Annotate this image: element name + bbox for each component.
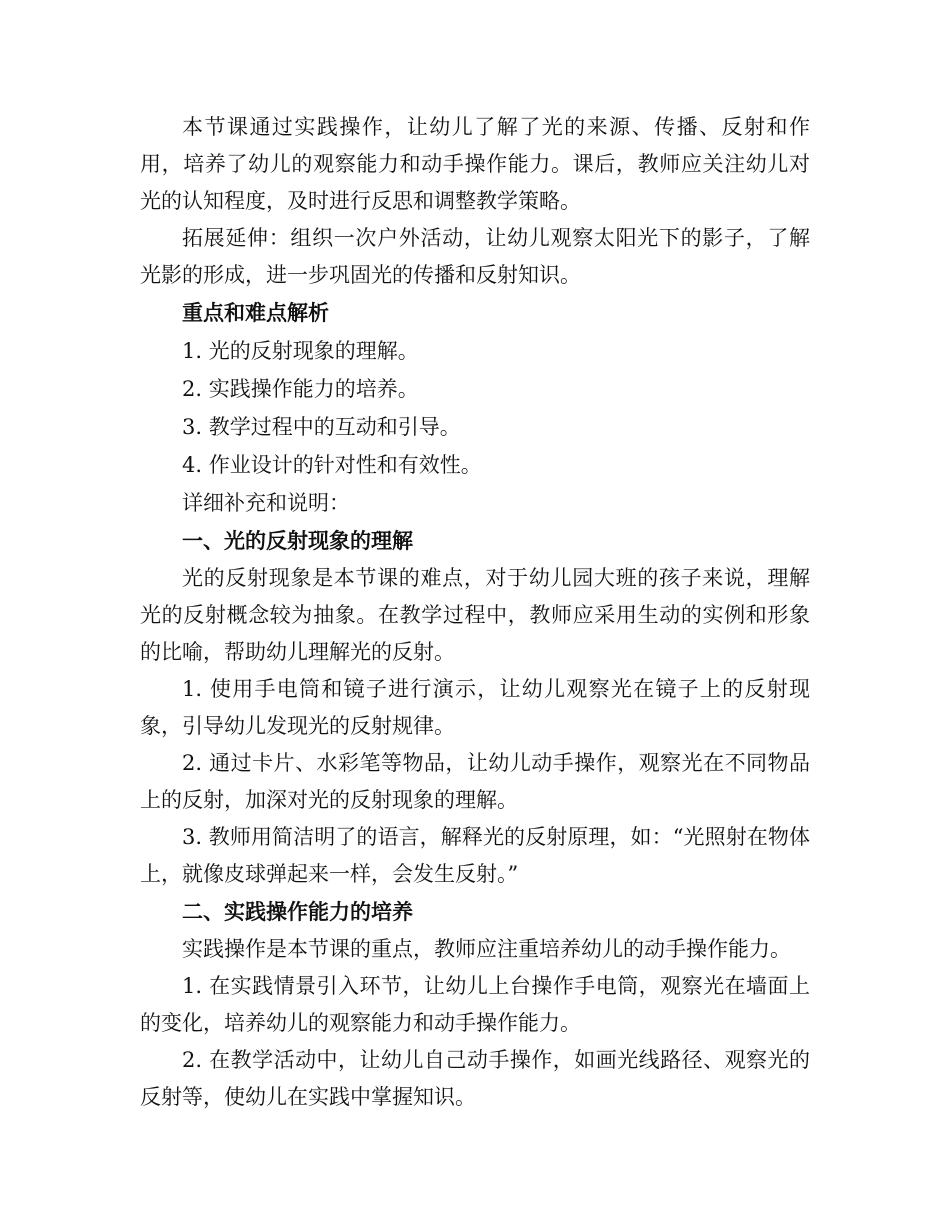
key-point-item: 1. 光的反射现象的理解。 [182, 339, 419, 363]
section1-item: 1. 使用手电筒和镜子进行演示，让幼儿观察光在镜子上的反射现象，引导幼儿发现光的反射规律。 [140, 677, 810, 738]
section1-item: 2. 通过卡片、水彩笔等物品，让幼儿动手操作，观察光在不同物品上的反射，加深对光的反射现象的理解。 [140, 751, 810, 812]
section1-item: 3. 教师用简洁明了的语言，解释光的反射原理，如：“光照射在物体上，就像皮球弹起来一样，会发生反射。” [140, 825, 810, 886]
section1-intro: 光的反射现象是本节课的难点，对于幼儿园大班的孩子来说，理解光的反射概念较为抽象。在教学过程中，教师应采用生动的实例和形象的比喻，帮助幼儿理解光的反射。 [140, 566, 810, 664]
summary-paragraph: 本节课通过实践操作，让幼儿了解了光的来源、传播、反射和作用，培养了幼儿的观察能力和动手操作能力。课后，教师应关注幼儿对光的认知程度，及时进行反思和调整教学策略。 [140, 115, 810, 213]
key-point-item: 4. 作业设计的针对性和有效性。 [182, 453, 482, 477]
section2-heading: 二、实践操作能力的培养 [182, 900, 413, 924]
key-point-item: 2. 实践操作能力的培养。 [182, 377, 419, 401]
section2-intro: 实践操作是本节课的重点，教师应注重培养幼儿的动手操作能力。 [182, 937, 791, 961]
section2-item: 2. 在教学活动中，让幼儿自己动手操作，如画光线路径、观察光的反射等，使幼儿在实践中掌握知识。 [140, 1048, 810, 1109]
section2-item: 1. 在实践情景引入环节，让幼儿上台操作手电筒，观察光在墙面上的变化，培养幼儿的观察能力和动手操作能力。 [140, 974, 810, 1035]
section1-heading: 一、光的反射现象的理解 [182, 529, 413, 553]
key-points-heading: 重点和难点解析 [182, 301, 329, 325]
key-point-item: 3. 教学过程中的互动和引导。 [182, 415, 461, 439]
extension-paragraph: 拓展延伸：组织一次户外活动，让幼儿观察太阳光下的影子，了解光影的形成，进一步巩固光的传播和反射知识。 [140, 226, 810, 287]
details-intro: 详细补充和说明： [182, 491, 350, 515]
